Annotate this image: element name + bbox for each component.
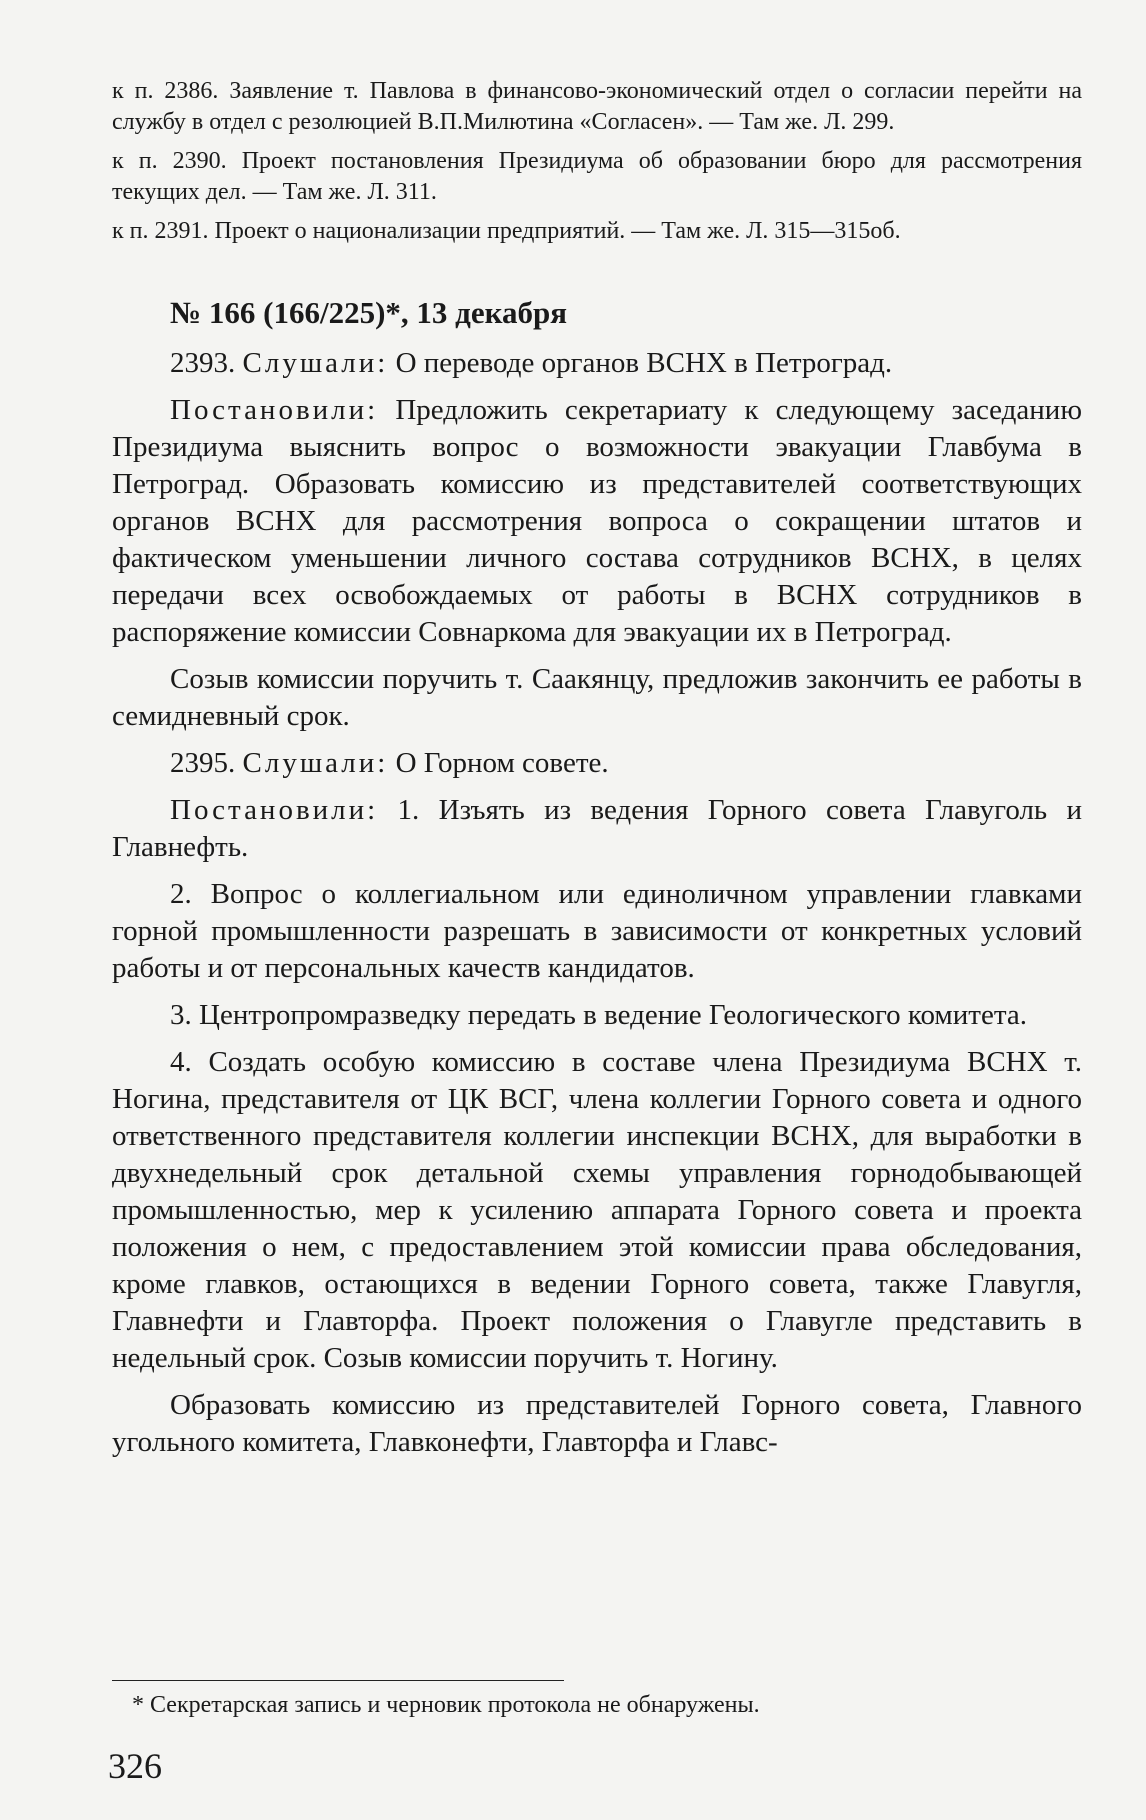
resolved-label: Постановили: bbox=[170, 794, 379, 826]
item-number: 2393. bbox=[170, 347, 243, 379]
item-2395-point-2: 2. Вопрос о коллегиальном или единоличном управлении главками горной промышленности разрешать в зависимости от конкретных условий работы и от персональных качеств кандидатов. bbox=[112, 878, 1082, 984]
protocol-heading: № 166 (166/225)*, 13 декабря bbox=[170, 295, 568, 330]
heard-label: Слушали: bbox=[242, 747, 389, 779]
item-2395-resolved bbox=[112, 792, 1082, 866]
item-2395-commission: Образовать комиссию из представителей Горного совета, Главного угольного комитета, Главконефти, Главторфа и Главс- bbox=[112, 1389, 1082, 1458]
item-2395-point-4: 4. Создать особую комиссию в составе члена Президиума ВСНХ т. Ногина, представителя от ЦК ВСГ, члена коллегии Горного совета и одного ответственного представителя коллегии инспекции ВСНХ, для выработки в двухнедельный срок детальной схемы управления горнодобывающей промышленностью, мер к усилению аппарата Горного совета и проекта положения о нем, с предоставлением этой комиссии права обследования, кроме главков, остающихся в ведении Горного совета, также Главугля, Главнефти и Главторфа. Проект положения о Главугле представить в недельный срок. Созыв комиссии поручить т. Ногину. bbox=[112, 1046, 1082, 1374]
item-text: 1. Изъять из ведения Горного совета Главуголь и Главнефть. bbox=[112, 794, 1082, 863]
item-text: О Горном совете. bbox=[388, 747, 609, 779]
item-2393-resolved bbox=[112, 392, 1082, 651]
item-2395-point-3: 3. Центропромразведку передать в ведение Геологического комитета. bbox=[170, 999, 1028, 1031]
item-text: Предложить секретариату к следующему заседанию Президиума выяснить вопрос о возможности эвакуации Главбума в Петроград. Образовать комиссию из представителей соответствующих органов ВСНХ для рассмотрения вопроса о сокращении штатов и фактическом уменьшении личного состава сотрудников ВСНХ, в целях передачи всех освобождаемых от работы в ВСНХ сотрудников в распоряжение комиссии Совнаркома для эвакуации их в Петроград. bbox=[112, 394, 1082, 648]
item-2393-heard bbox=[112, 345, 1082, 382]
text-column bbox=[112, 76, 1082, 1471]
note-2390: к п. 2390. Проект постановления Президиума об образовании бюро для рассмотрения текущих дел. — Там же. Л. 311. bbox=[112, 148, 1082, 205]
item-number: 2395. bbox=[170, 747, 243, 779]
resolved-label: Постановили: bbox=[170, 394, 379, 426]
item-text: О переводе органов ВСНХ в Петроград. bbox=[388, 347, 893, 379]
note-2391: к п. 2391. Проект о национализации предприятий. — Там же. Л. 315—315об. bbox=[112, 218, 901, 244]
note-2386: к п. 2386. Заявление т. Павлова в финансово-экономический отдел о согласии перейти на службу в отдел с резолюцией В.П.Милютина «Согласен». — Там же. Л. 299. bbox=[112, 78, 1082, 135]
page-number: 326 bbox=[108, 1746, 162, 1786]
footnote: * Секретарская запись и черновик протокола не обнаружены. bbox=[132, 1692, 760, 1718]
item-2395-heard bbox=[112, 745, 1082, 782]
heard-label: Слушали: bbox=[242, 347, 389, 379]
item-2393-commission: Созыв комиссии поручить т. Саакянцу, предложив закончить ее работы в семидневный срок. bbox=[112, 663, 1082, 732]
footnote-rule bbox=[112, 1680, 564, 1681]
